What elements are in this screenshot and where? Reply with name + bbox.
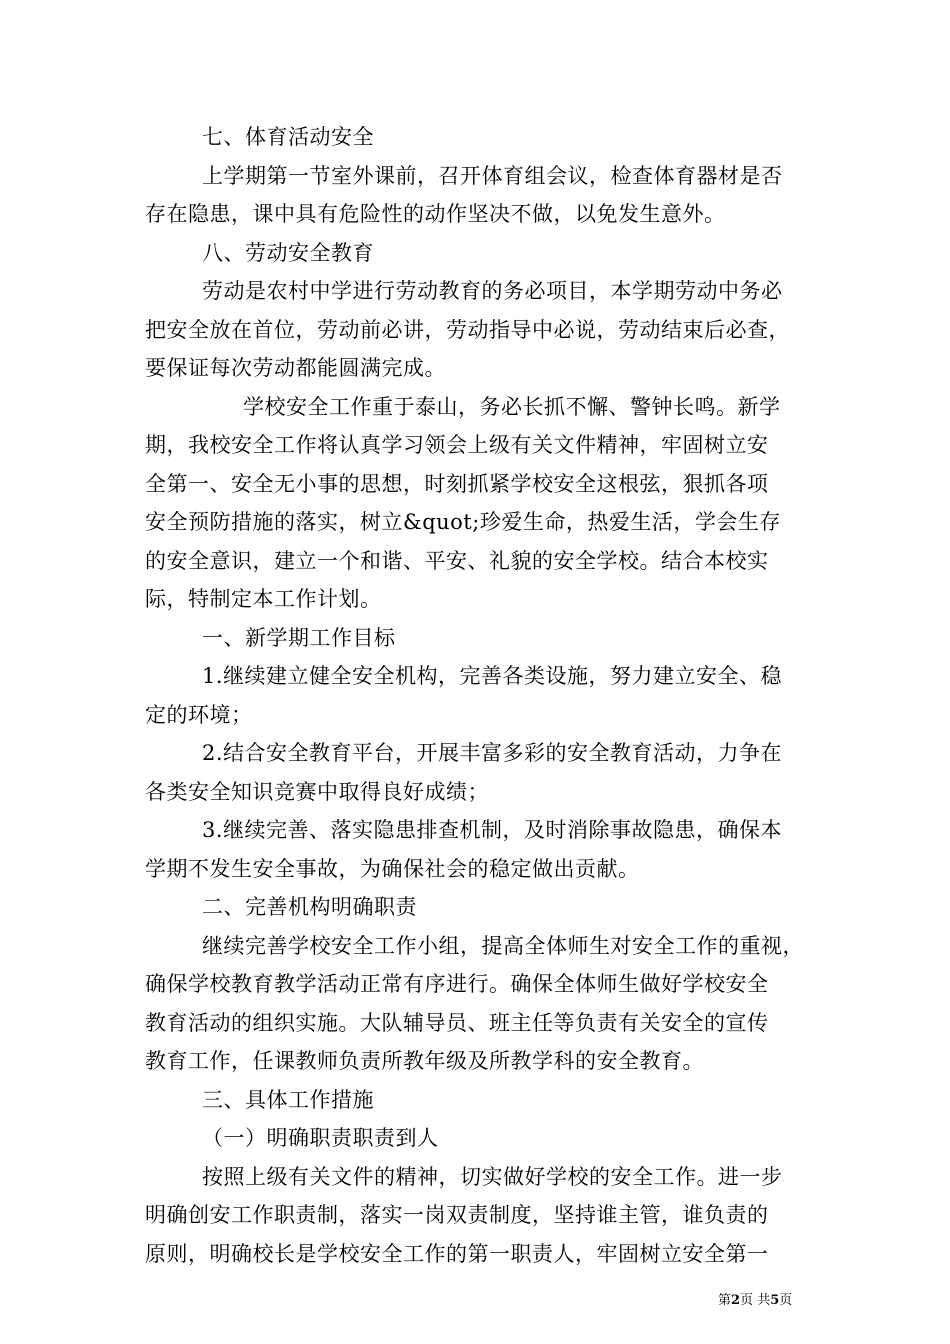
paragraph-line: 上学期第一节室外课前，召开体育组会议，检查体育器材是否 — [202, 163, 783, 188]
section-heading-measures: 三、具体工作措施 — [202, 1087, 374, 1112]
paragraph-line: 的安全意识，建立一个和谐、平安、礼貌的安全学校。结合本校实 — [145, 548, 769, 573]
section-heading-responsibilities: 二、完善机构明确职责 — [202, 895, 417, 919]
paragraph-line: 教育活动的组织实施。大队辅导员、班主任等负责有关安全的宣传 — [145, 1010, 769, 1035]
paragraph-line: 际，特制定本工作计划。 — [145, 587, 382, 611]
paragraph-line: 明确创安工作职责制，落实一岗双责制度，坚持谁主管，谁负责的 — [145, 1203, 769, 1227]
section-heading-goals: 一、新学期工作目标 — [202, 625, 396, 650]
paragraph-line: 按照上级有关文件的精神，切实做好学校的安全工作。进一步 — [202, 1164, 783, 1189]
footer-prefix: 第 — [718, 1293, 732, 1308]
list-item-continuation: 学期不发生安全事故，为确保社会的稳定做出贡献。 — [145, 856, 640, 881]
paragraph-line: 继续完善学校安全工作小组，提高全体师生对安全工作的重视， — [202, 933, 804, 958]
list-item: 2.结合安全教育平台，开展丰富多彩的安全教育活动，力争在 — [202, 741, 783, 765]
paragraph-line: 安全预防措施的落实，树立&quot;珍爱生命，热爱生活，学会生存 — [145, 510, 781, 534]
total-pages-number: 5 — [770, 1293, 780, 1308]
paragraph-line: 全第一、安全无小事的思想，时刻抓紧学校安全这根弦，狠抓各项 — [145, 471, 769, 496]
page-number-footer — [718, 1293, 792, 1309]
footer-suffix: 页 — [779, 1293, 793, 1308]
paragraph-line: 原则，明确校长是学校安全工作的第一职责人，牢固树立安全第一 — [145, 1241, 769, 1266]
paragraph-line: 期，我校安全工作将认真学习领会上级有关文件精神，牢固树立安 — [145, 433, 769, 457]
paragraph-line: 确保学校教育教学活动正常有序进行。确保全体师生做好学校安全 — [145, 972, 769, 996]
list-item: 3.继续完善、落实隐患排查机制，及时消除事故隐患，确保本 — [202, 818, 783, 842]
list-item: 1.继续建立健全安全机构，完善各类设施，努力建立安全、稳 — [202, 664, 783, 688]
paragraph-line: 劳动是农村中学进行劳动教育的务必项目，本学期劳动中务必 — [202, 279, 783, 303]
paragraph-line: 要保证每次劳动都能圆满完成。 — [145, 356, 446, 380]
document-body — [145, 118, 805, 1273]
section-heading-labor-safety: 八、劳动安全教育 — [202, 240, 374, 265]
section-heading-sports-safety: 七、体育活动安全 — [202, 125, 374, 149]
current-page-number: 2 — [731, 1293, 741, 1308]
paragraph-line: 存在隐患，课中具有危险性的动作坚决不做，以免发生意外。 — [145, 202, 726, 226]
list-item-continuation: 定的环境； — [145, 702, 253, 727]
list-item-continuation: 各类安全知识竞赛中取得良好成绩； — [145, 779, 489, 804]
footer-middle: 页 共 — [740, 1293, 771, 1308]
paragraph-line: 把安全放在首位，劳动前必讲，劳动指导中必说，劳动结束后必查， — [145, 317, 790, 342]
paragraph-line: 学校安全工作重于泰山，务必长抓不懈、警钟长鸣。新学 — [243, 394, 781, 419]
subsection-heading: （一）明确职责职责到人 — [202, 1126, 439, 1150]
paragraph-line: 教育工作，任课教师负责所教年级及所教学科的安全教育。 — [145, 1049, 704, 1073]
